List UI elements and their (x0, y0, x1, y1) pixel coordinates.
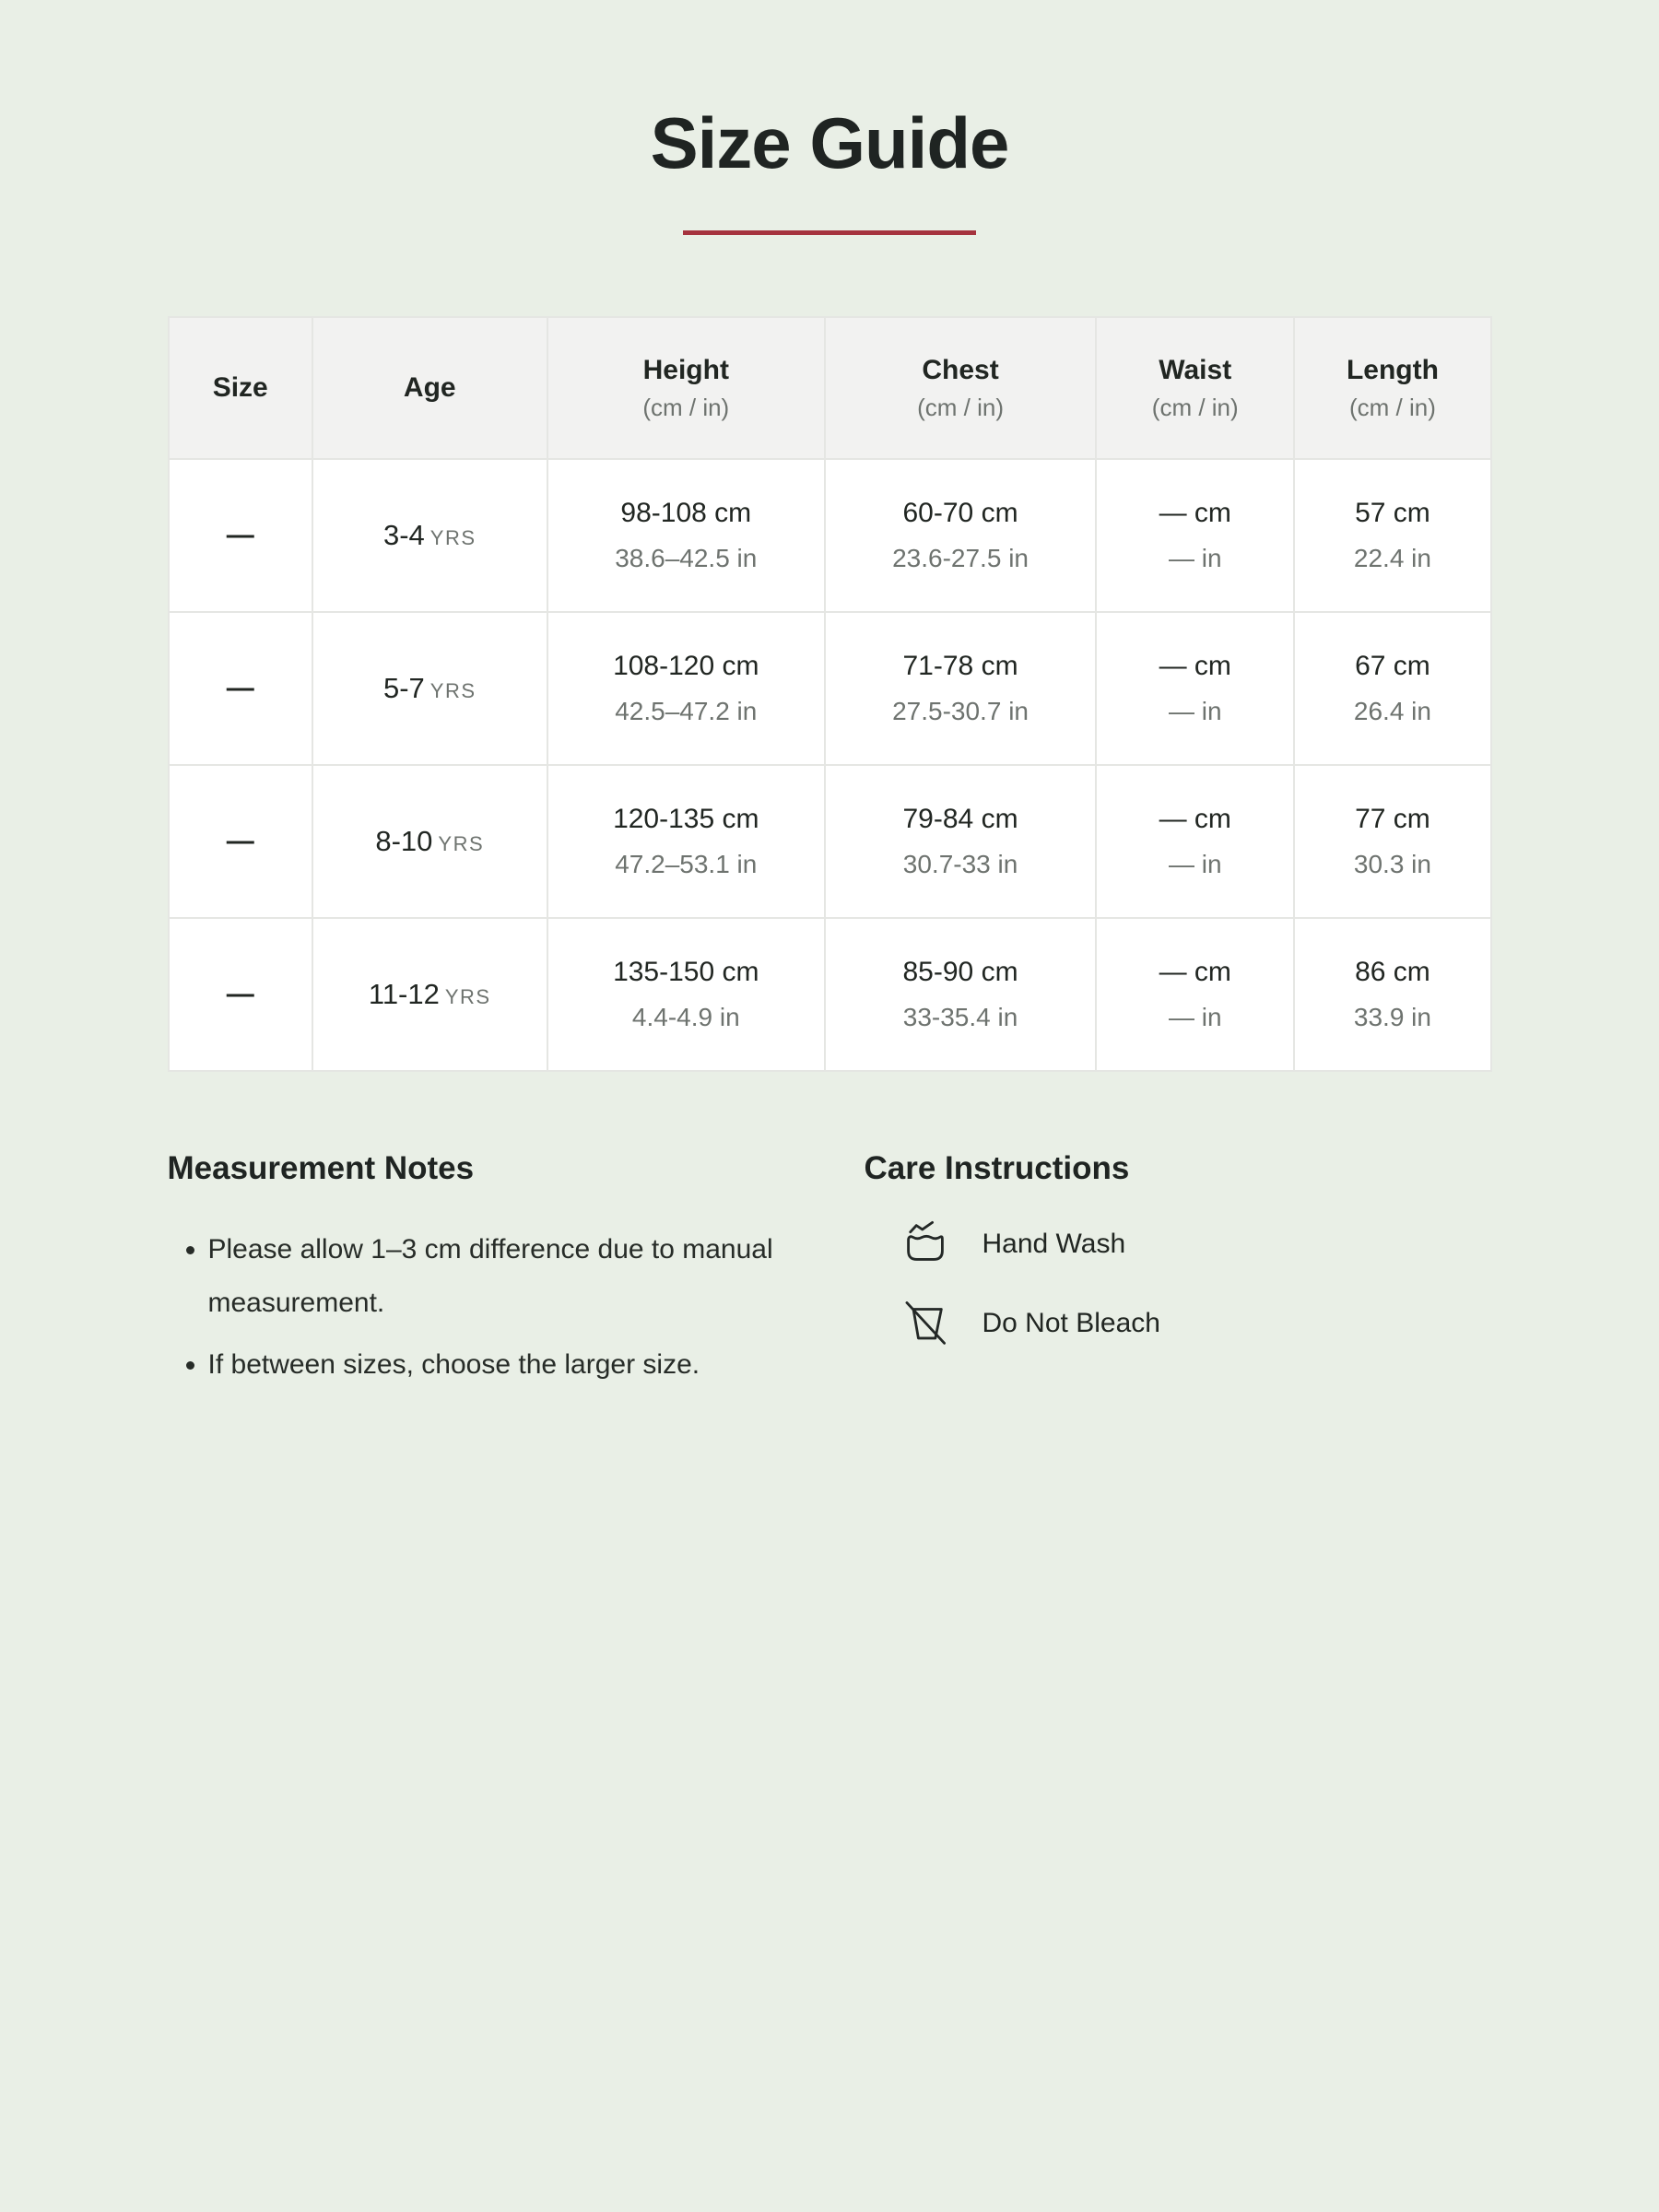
length-cm-value: 77 cm (1355, 804, 1430, 834)
chest-cell (825, 918, 1096, 1071)
col-header-label: Height (642, 354, 729, 385)
col-header-height (547, 317, 825, 459)
waist-in-value: — in (1168, 850, 1222, 878)
col-header-age (312, 317, 547, 459)
size-value: — (226, 673, 254, 703)
measurement-notes-section (168, 1147, 865, 1399)
size-value: — (226, 979, 254, 1009)
height-cell (547, 459, 825, 612)
chest-cm-value: 71-78 cm (902, 651, 1018, 681)
table-row (169, 765, 1491, 918)
waist-cm-value: — cm (1159, 498, 1231, 528)
col-header-sublabel: (cm / in) (1151, 393, 1239, 421)
chest-cm-value: 60-70 cm (902, 498, 1018, 528)
age-unit-label: YRS (429, 679, 477, 702)
size-cell (169, 459, 312, 612)
size-value: — (226, 826, 254, 856)
height-in-value: 47.2–53.1 in (615, 850, 758, 878)
length-cm-value: 86 cm (1355, 957, 1430, 987)
height-cm-value: 120-135 cm (613, 804, 759, 834)
care-item-label: Hand Wash (982, 1228, 1126, 1259)
length-cell (1294, 918, 1490, 1071)
waist-cm-value: — cm (1159, 651, 1231, 681)
chest-in-value: 23.6-27.5 in (892, 544, 1029, 572)
size-cell (169, 918, 312, 1071)
length-cell (1294, 612, 1490, 765)
height-in-value: 4.4-4.9 in (631, 1003, 740, 1031)
age-cell (312, 918, 547, 1071)
chest-cell (825, 612, 1096, 765)
waist-cell (1096, 918, 1294, 1071)
height-cell (547, 918, 825, 1071)
col-header-label: Waist (1159, 354, 1232, 385)
chest-in-value: 27.5-30.7 in (892, 697, 1029, 725)
length-cm-value: 67 cm (1355, 651, 1430, 681)
col-header-label: Age (403, 372, 456, 403)
col-header-sublabel: (cm / in) (1348, 393, 1436, 421)
age-cell (312, 459, 547, 612)
age-value: 5-7 (382, 672, 425, 704)
length-in-value: 22.4 in (1353, 544, 1431, 572)
length-in-value: 26.4 in (1353, 697, 1431, 725)
waist-in-value: — in (1168, 544, 1222, 572)
lower-section (168, 1147, 1492, 1399)
size-table-body (169, 459, 1491, 1071)
measurement-notes-heading: Measurement Notes (167, 1150, 475, 1186)
care-item-label: Do Not Bleach (982, 1307, 1160, 1338)
chest-cm-value: 79-84 cm (902, 804, 1018, 834)
list-item: • If between sizes, choose the larger size. (208, 1338, 865, 1393)
do-not-bleach-icon (901, 1297, 949, 1350)
chest-in-value: 30.7-33 in (902, 850, 1018, 878)
age-value: 11-12 (368, 978, 440, 1010)
age-value: 8-10 (375, 825, 433, 857)
care-instructions-heading: Care Instructions (864, 1150, 1130, 1186)
waist-cell (1096, 459, 1294, 612)
col-header-sublabel: (cm / in) (917, 393, 1004, 421)
age-unit-label: YRS (429, 526, 477, 549)
height-cell (547, 612, 825, 765)
hand-wash-icon (901, 1218, 949, 1271)
col-header-label: Size (212, 372, 268, 403)
col-header-label: Length (1346, 354, 1439, 385)
col-header-waist (1096, 317, 1294, 459)
col-header-length (1294, 317, 1490, 459)
height-in-value: 38.6–42.5 in (615, 544, 758, 572)
waist-cm-value: — cm (1159, 957, 1231, 987)
waist-in-value: — in (1168, 697, 1222, 725)
hero-section (0, 0, 1659, 235)
care-instructions-section (865, 1147, 1492, 1399)
content-container (168, 316, 1492, 1399)
waist-cell (1096, 765, 1294, 918)
table-header-row (169, 317, 1491, 459)
list-item: • Please allow 1–3 cm difference due to manual measurement. (208, 1223, 865, 1331)
table-row (169, 918, 1491, 1071)
height-cm-value: 98-108 cm (620, 498, 752, 528)
height-cell (547, 765, 825, 918)
table-row (169, 459, 1491, 612)
care-instructions-list (865, 1218, 1492, 1350)
size-cell (169, 765, 312, 918)
age-unit-label: YRS (444, 985, 491, 1008)
length-in-value: 33.9 in (1353, 1003, 1431, 1031)
chest-cell (825, 765, 1096, 918)
size-cell (169, 612, 312, 765)
chest-cm-value: 85-90 cm (902, 957, 1018, 987)
length-cell (1294, 765, 1490, 918)
waist-cm-value: — cm (1159, 804, 1231, 834)
height-in-value: 42.5–47.2 in (615, 697, 758, 725)
care-item-hand-wash (901, 1218, 1492, 1271)
col-header-chest (825, 317, 1096, 459)
waist-in-value: — in (1168, 1003, 1222, 1031)
col-header-label: Chest (922, 354, 999, 385)
measurement-notes-list (168, 1223, 865, 1393)
length-in-value: 30.3 in (1353, 850, 1431, 878)
title-divider (683, 230, 976, 235)
height-cm-value: 108-120 cm (613, 651, 759, 681)
size-guide-table (168, 316, 1492, 1072)
age-cell (312, 612, 547, 765)
age-cell (312, 765, 547, 918)
page-title: Size Guide (650, 102, 1009, 183)
col-header-sublabel: (cm / in) (642, 393, 730, 421)
waist-cell (1096, 612, 1294, 765)
care-item-do-not-bleach (901, 1297, 1492, 1350)
table-row (169, 612, 1491, 765)
length-cm-value: 57 cm (1355, 498, 1430, 528)
col-header-size (169, 317, 312, 459)
age-unit-label: YRS (438, 832, 485, 855)
age-value: 3-4 (382, 519, 425, 551)
size-value: — (226, 520, 254, 550)
chest-cell (825, 459, 1096, 612)
length-cell (1294, 459, 1490, 612)
chest-in-value: 33-35.4 in (902, 1003, 1018, 1031)
height-cm-value: 135-150 cm (613, 957, 759, 987)
